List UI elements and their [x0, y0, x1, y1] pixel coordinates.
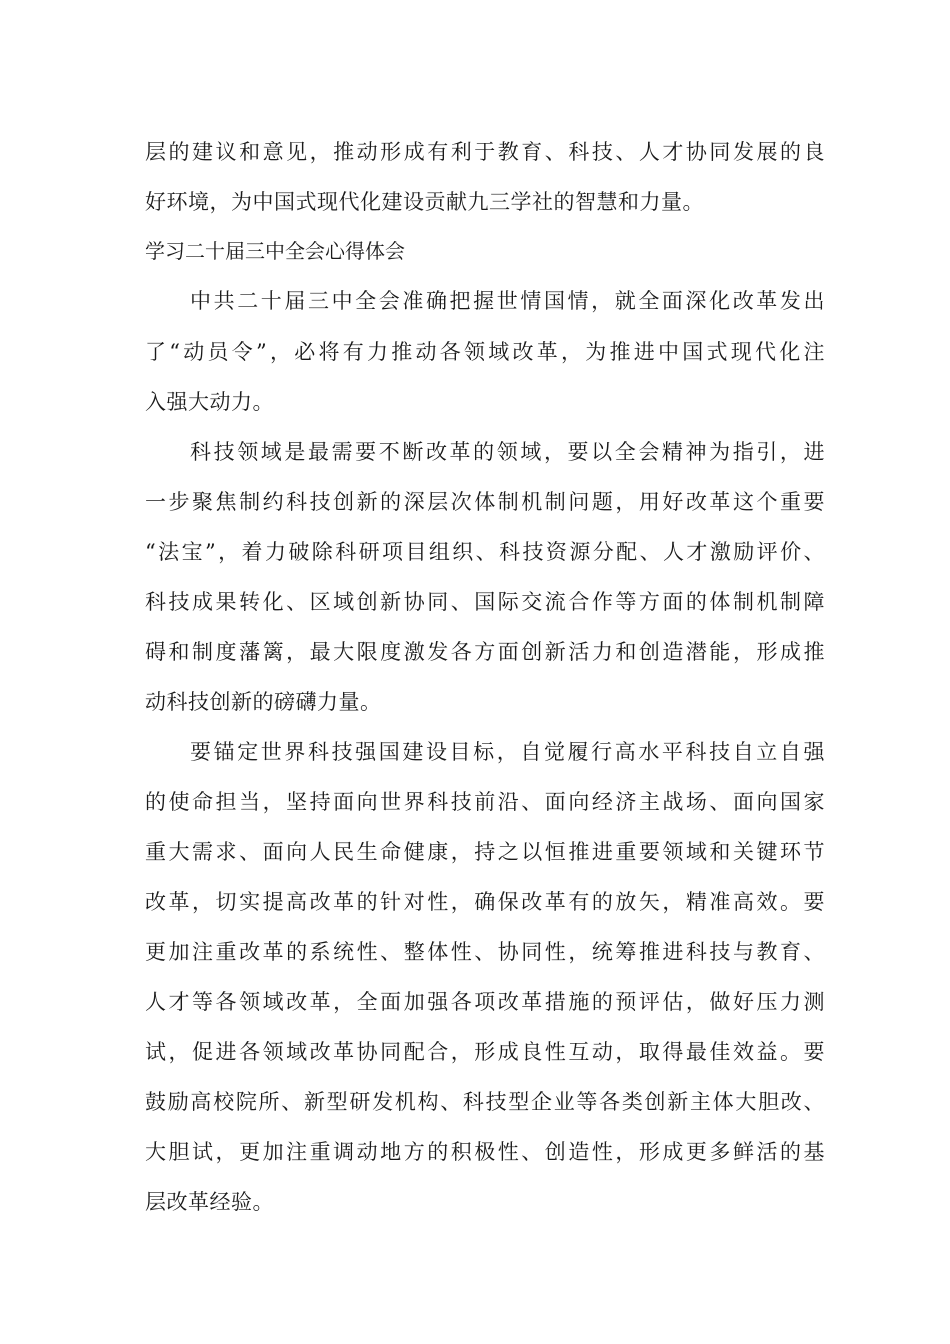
text-line: 中共二十届三中全会准确把握世情国情，就全面深化改革发出: [190, 289, 825, 313]
text-line: 改革，切实提高改革的针对性，确保改革有的放矢，精准高效。要: [145, 890, 825, 914]
text-line: 的使命担当，坚持面向世界科技前沿、面向经济主战场、面向国家: [145, 790, 825, 814]
text-line: 重大需求、面向人民生命健康，持之以恒推进重要领域和关键环节: [145, 840, 825, 864]
text-line: 人才等各领域改革，全面加强各项改革措施的预评估，做好压力测: [145, 990, 825, 1014]
text-line: 好环境，为中国式现代化建设贡献九三学社的智慧和力量。: [145, 190, 704, 214]
section-heading: 学习二十届三中全会心得体会: [145, 239, 405, 263]
text-line: 碍和制度藩篱，最大限度激发各方面创新活力和创造潜能，形成推: [145, 640, 825, 664]
text-line: 了“动员令”，必将有力推动各领域改革，为推进中国式现代化注: [145, 340, 825, 364]
text-line: 层的建议和意见，推动形成有利于教育、科技、人才协同发展的良: [145, 140, 825, 164]
text-line: 一步聚焦制约科技创新的深层次体制机制问题，用好改革这个重要: [145, 490, 825, 514]
text-line: 要锚定世界科技强国建设目标，自觉履行高水平科技自立自强: [190, 740, 825, 764]
text-line: 更加注重改革的系统性、整体性、协同性，统筹推进科技与教育、: [145, 940, 825, 964]
text-line: 入强大动力。: [145, 390, 274, 414]
text-line: 科技领域是最需要不断改革的领域，要以全会精神为指引，进: [190, 440, 825, 464]
text-line: 大胆试，更加注重调动地方的积极性、创造性，形成更多鲜活的基: [145, 1140, 825, 1164]
text-line: “法宝”，着力破除科研项目组织、科技资源分配、人才激励评价、: [145, 540, 825, 564]
text-line: 层改革经验。: [145, 1190, 274, 1214]
text-line: 试，促进各领域改革协同配合，形成良性互动，取得最佳效益。要: [145, 1040, 825, 1064]
text-line: 动科技创新的磅礴力量。: [145, 690, 382, 714]
text-line: 科技成果转化、区域创新协同、国际交流合作等方面的体制机制障: [145, 590, 825, 614]
text-line: 鼓励高校院所、新型研发机构、科技型企业等各类创新主体大胆改、: [145, 1090, 825, 1114]
